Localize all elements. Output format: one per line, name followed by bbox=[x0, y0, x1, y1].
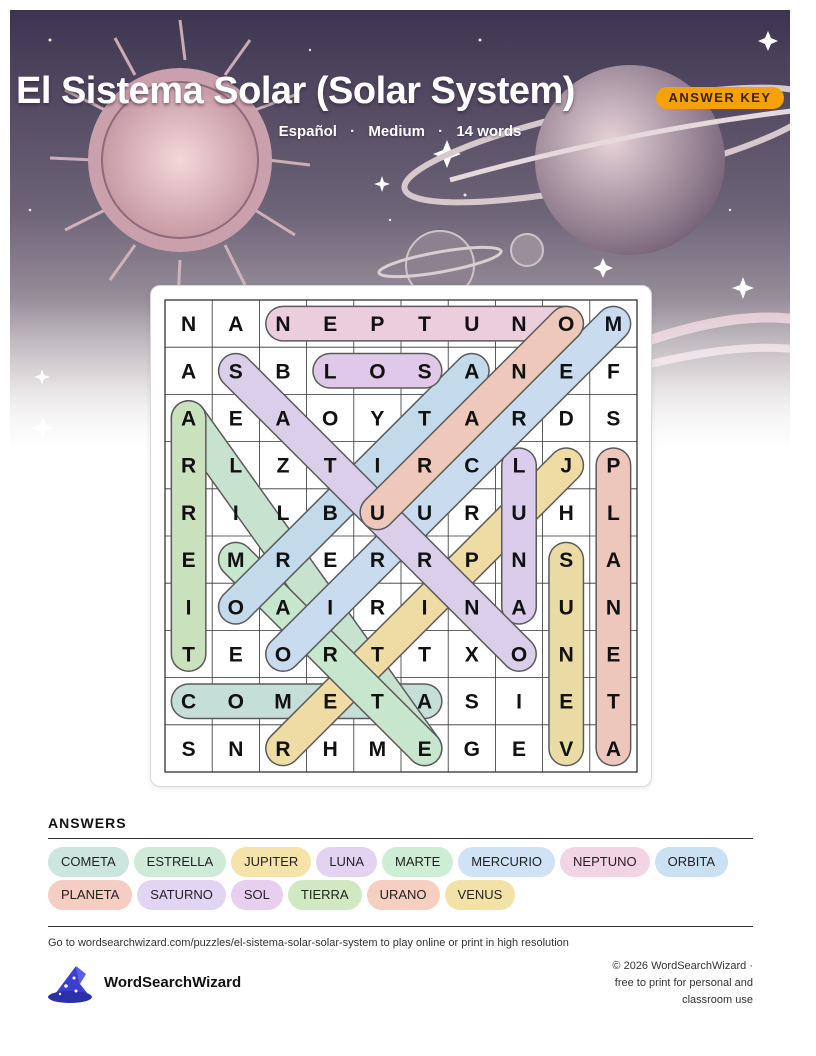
grid-letter: A bbox=[275, 596, 291, 620]
grid-letter: E bbox=[181, 549, 196, 573]
answer-word: MARTE bbox=[382, 847, 453, 877]
grid-letter: L bbox=[229, 454, 243, 478]
answer-word: SOL bbox=[231, 880, 283, 910]
grid-letter: O bbox=[369, 360, 386, 384]
grid-letter: I bbox=[374, 454, 381, 478]
word-search-grid bbox=[164, 299, 638, 773]
grid-letter: R bbox=[511, 407, 527, 431]
grid-letter: M bbox=[227, 549, 245, 573]
grid-letter: X bbox=[464, 643, 479, 667]
answer-word: JUPITER bbox=[231, 847, 311, 877]
grid-letter: S bbox=[606, 407, 621, 431]
answer-word: MERCURIO bbox=[458, 847, 555, 877]
grid-letter: Z bbox=[276, 454, 290, 478]
grid-letter: L bbox=[512, 454, 526, 478]
grid-letter: O bbox=[274, 643, 292, 667]
grid-letter: E bbox=[559, 690, 574, 714]
grid-letter: E bbox=[323, 690, 338, 714]
grid-letter: C bbox=[181, 690, 197, 714]
grid-letter: T bbox=[370, 643, 384, 667]
wizard-hat-icon bbox=[46, 964, 94, 1004]
grid-letter: E bbox=[323, 549, 338, 573]
grid-letter: T bbox=[418, 407, 432, 431]
grid-letter: Y bbox=[370, 407, 385, 431]
grid-letter: A bbox=[228, 313, 244, 337]
answer-word: ORBITA bbox=[655, 847, 728, 877]
answer-word: PLANETA bbox=[48, 880, 132, 910]
grid-letter: T bbox=[418, 643, 432, 667]
grid-letter: L bbox=[276, 501, 290, 525]
grid-letter: O bbox=[322, 407, 339, 431]
grid-letter: A bbox=[605, 549, 621, 573]
grid-letter: N bbox=[511, 549, 527, 573]
grid-letter: T bbox=[182, 643, 196, 667]
meta-separator: · bbox=[350, 123, 356, 140]
grid-letter: E bbox=[417, 737, 432, 761]
grid-letter: N bbox=[605, 596, 621, 620]
grid-letter: R bbox=[275, 549, 291, 573]
divider bbox=[48, 838, 753, 839]
grid-letter: N bbox=[181, 313, 197, 337]
answers-list bbox=[48, 847, 768, 913]
grid-letter: E bbox=[559, 360, 574, 384]
grid-letter: R bbox=[322, 643, 338, 667]
grid-letter: M bbox=[604, 313, 623, 337]
grid-letter: A bbox=[417, 690, 433, 714]
grid-letter: U bbox=[511, 501, 527, 525]
grid-letter: R bbox=[417, 549, 433, 573]
grid-letter: S bbox=[417, 360, 432, 384]
grid-letter: A bbox=[605, 737, 621, 761]
grid-letter: O bbox=[558, 313, 575, 337]
puzzle-title: El Sistema Solar (Solar System) bbox=[16, 70, 575, 112]
grid-letter: I bbox=[327, 596, 334, 620]
grid-letter: M bbox=[368, 737, 387, 761]
meta-separator: · bbox=[438, 123, 444, 140]
grid-letter: A bbox=[511, 596, 527, 620]
answer-word: TIERRA bbox=[288, 880, 362, 910]
grid-letter: S bbox=[228, 360, 243, 384]
grid-letter: T bbox=[323, 454, 337, 478]
grid-letter: I bbox=[232, 501, 239, 525]
answer-word: VENUS bbox=[445, 880, 516, 910]
brand-name[interactable]: WordSearchWizard bbox=[104, 974, 242, 991]
answer-word: LUNA bbox=[316, 847, 377, 877]
grid-letter: N bbox=[511, 360, 527, 384]
grid-letter: I bbox=[516, 690, 522, 714]
puzzle-meta bbox=[0, 123, 800, 140]
divider bbox=[48, 926, 753, 927]
language-label: Español bbox=[278, 123, 337, 140]
grid-letter: S bbox=[181, 737, 196, 761]
grid-letter: U bbox=[464, 313, 480, 337]
grid-letter: A bbox=[464, 407, 480, 431]
grid-letter: M bbox=[274, 690, 292, 714]
grid-letter: O bbox=[510, 643, 528, 667]
grid-letter: L bbox=[323, 360, 337, 384]
grid-letter: R bbox=[464, 501, 480, 525]
grid-letter: D bbox=[558, 407, 574, 431]
grid-letter: R bbox=[369, 596, 385, 620]
copyright-line: © 2026 WordSearchWizard · bbox=[612, 960, 753, 972]
grid-letter: H bbox=[558, 501, 574, 525]
grid-letter: U bbox=[417, 501, 433, 525]
copyright-line: classroom use bbox=[682, 994, 753, 1006]
answer-key-badge: ANSWER KEY bbox=[656, 87, 784, 109]
grid-letter: B bbox=[322, 501, 338, 525]
grid-letter: O bbox=[227, 690, 244, 714]
difficulty-label: Medium bbox=[368, 123, 425, 140]
grid-letter: J bbox=[560, 454, 573, 478]
grid-letter: B bbox=[275, 360, 291, 384]
grid-letter: T bbox=[370, 690, 384, 714]
answer-word: NEPTUNO bbox=[560, 847, 650, 877]
grid-letter: S bbox=[559, 549, 574, 573]
word-count-label: 14 words bbox=[456, 123, 522, 140]
grid-letter: R bbox=[275, 737, 291, 761]
answer-word: COMETA bbox=[48, 847, 129, 877]
grid-letter: H bbox=[322, 737, 338, 761]
grid-letter: P bbox=[370, 313, 385, 337]
play-online-link[interactable]: Go to wordsearchwizard.com/puzzles/el-sistema-solar-solar-system to play online or print in high resolution bbox=[48, 937, 569, 949]
copyright-notice bbox=[553, 958, 753, 1009]
grid-letter: N bbox=[464, 596, 480, 620]
grid-letter: T bbox=[418, 313, 432, 337]
grid-letter: S bbox=[464, 690, 479, 714]
grid-letter: O bbox=[227, 596, 244, 620]
grid-letter: R bbox=[369, 549, 385, 573]
grid-letter: T bbox=[606, 690, 620, 714]
answers-heading: ANSWERS bbox=[48, 815, 127, 831]
grid-letter: E bbox=[511, 737, 527, 761]
grid-letter: N bbox=[275, 313, 291, 337]
grid-letter: U bbox=[558, 596, 574, 620]
grid-letter: R bbox=[417, 454, 433, 478]
grid-letter: R bbox=[181, 501, 197, 525]
grid-letter: G bbox=[463, 737, 480, 761]
answer-word: URANO bbox=[367, 880, 440, 910]
grid-letter: F bbox=[606, 360, 620, 384]
grid-letter: R bbox=[181, 454, 197, 478]
grid-letter: N bbox=[228, 737, 244, 761]
grid-letter: I bbox=[421, 596, 428, 620]
grid-letter: I bbox=[185, 596, 192, 620]
grid-letter: N bbox=[558, 643, 574, 667]
grid-letter: U bbox=[369, 501, 385, 525]
grid-letter: E bbox=[606, 643, 621, 667]
grid-letter: E bbox=[228, 643, 243, 667]
answer-word: ESTRELLA bbox=[134, 847, 226, 877]
grid-letter: P bbox=[606, 454, 621, 478]
grid-letter: P bbox=[464, 549, 479, 573]
grid-letter: A bbox=[275, 407, 291, 431]
grid-letter: A bbox=[464, 360, 480, 384]
grid-letter: E bbox=[228, 407, 243, 431]
copyright-line: free to print for personal and bbox=[614, 977, 753, 989]
grid-letter: C bbox=[464, 454, 480, 478]
grid-letter: A bbox=[181, 407, 197, 431]
grid-letter: A bbox=[181, 360, 197, 384]
grid-letter: L bbox=[606, 501, 620, 525]
grid-letter: V bbox=[559, 737, 574, 761]
grid-letter: E bbox=[323, 313, 338, 337]
answer-word: SATURNO bbox=[137, 880, 226, 910]
grid-letter: N bbox=[511, 313, 527, 337]
